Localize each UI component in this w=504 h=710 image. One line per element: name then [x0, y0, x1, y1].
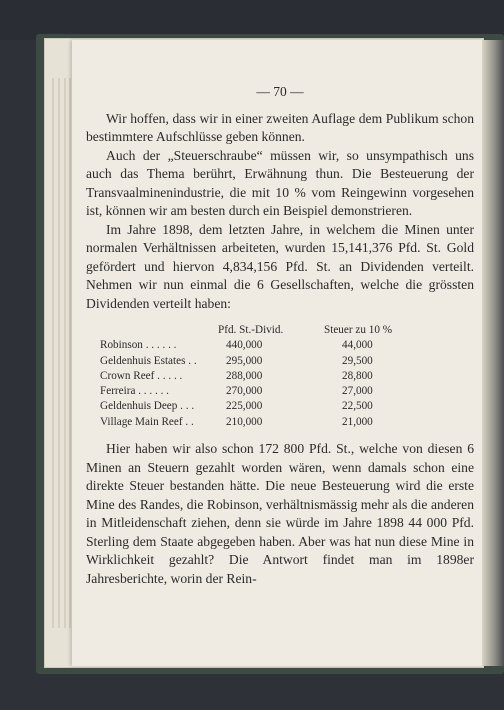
- page-edge: [58, 78, 60, 628]
- paragraph: Im Jahre 1898, dem letzten Jahre, in welchem die Minen unter normalen Verhältnissen arbeiteten, wurden 15,141,376 Pfd. St. Gold gefördert und hiervon 4,834,156 Pfd. St. an Dividenden verteilt. Nehmen wir nun einmal die 6 Gesellschaften, welche die grössten Dividenden verteilt haben:: [86, 221, 474, 311]
- table-header: [86, 323, 474, 338]
- table-row: [86, 399, 474, 414]
- table-cell: 288,000: [226, 369, 263, 382]
- book-spine-edge: [482, 40, 504, 666]
- table-header-cell: Steuer zu 10 %: [324, 324, 393, 336]
- page-edge: [64, 78, 66, 628]
- table-cell: 28,800: [342, 369, 373, 382]
- table-cell: 29,500: [342, 354, 373, 367]
- page-text: [86, 40, 474, 588]
- table-cell: Village Main Reef . .: [100, 415, 194, 428]
- table-cell: 295,000: [226, 354, 263, 367]
- page-edge: [69, 78, 71, 628]
- table-row: [86, 415, 474, 430]
- table-cell: Geldenhuis Estates . .: [100, 354, 197, 367]
- table-cell: Geldenhuis Deep . . .: [100, 400, 195, 413]
- table-header-cell: Pfd. St.-Divid.: [218, 324, 284, 336]
- paragraph: Wir hoffen, dass wir in einer zweiten Auflage dem Publikum schon bestimmtere Aufschlüsse geben können.: [86, 110, 474, 144]
- table-cell: Crown Reef . . . . .: [100, 369, 183, 382]
- table-cell: 21,000: [342, 415, 373, 428]
- table-cell: 225,000: [226, 400, 263, 413]
- table-cell: Robinson . . . . . .: [100, 339, 177, 352]
- table-row: [86, 369, 474, 384]
- table-row: [86, 338, 474, 353]
- table-cell: 270,000: [226, 385, 263, 398]
- paragraph: Hier haben wir also schon 172 800 Pfd. St., welche von diesen 6 Minen an Steuern gezahlt worden wären, wenn damals schon eine direkte Steuer bestanden hätte. Die neue Besteuerung wird die erste Mine des Randes, die Robinson, verhältnismässig mehr als die anderen in Mitleidenschaft ziehen, denn sie würde im Jahre 1898 44 000 Pfd. Sterling dem Staate abgegeben haben. Aber was hat nun diese Mine in Wirklichkeit gezahlt? Die Antwort findet man im 1898er Jahresberichte, worin der Rein-: [86, 441, 474, 586]
- table-row: [86, 384, 474, 399]
- table-row: [86, 354, 474, 369]
- table-cell: 210,000: [226, 415, 263, 428]
- page-edge: [52, 78, 54, 628]
- table-cell: 22,500: [342, 400, 373, 413]
- table-cell: Ferreira . . . . . .: [100, 385, 169, 398]
- table-cell: 27,000: [342, 385, 373, 398]
- dividend-table: [86, 323, 474, 430]
- table-header-cell: [86, 323, 218, 338]
- paragraph: Auch der „Steuerschraube“ müssen wir, so unsympathisch uns auch das Thema berührt, Erwähnung thun. Die Besteuerung der Transvaalminenindustrie, die mit 10 % vom Reingewinn vorgesehen ist, können wir am besten durch ein Beispiel demonstrieren.: [86, 147, 474, 218]
- table-cell: 440,000: [226, 339, 263, 352]
- table-cell: 44,000: [342, 339, 373, 352]
- page-number: — 70 —: [256, 84, 304, 99]
